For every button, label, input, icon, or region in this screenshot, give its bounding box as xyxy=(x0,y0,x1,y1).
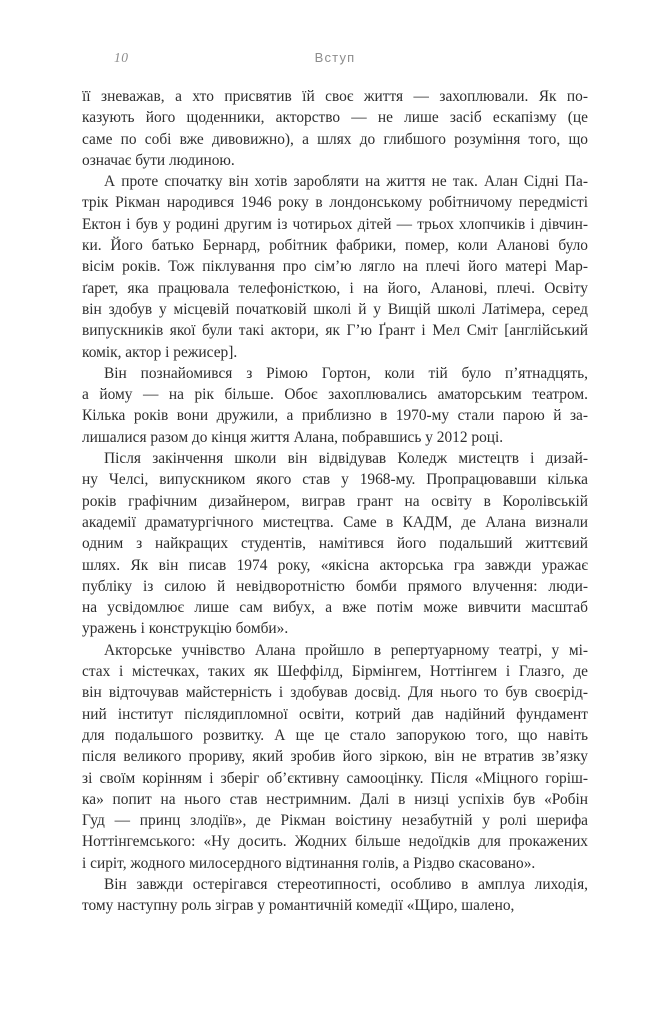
text-line: ки. Його батько Бернард, робітник фабрики, помер, коли Аланові було xyxy=(82,237,588,255)
text-line: ґарет, яка працювала телефоністкою, і на його, Аланові, плечі. Освіту xyxy=(82,279,588,297)
paragraph xyxy=(82,171,588,363)
text-line: лишалися разом до кінця життя Алана, побравшись у 2012 році. xyxy=(82,428,504,446)
text-line: публіку із силою й невідворотністю бомби прямого влучення: люди- xyxy=(82,577,588,595)
text-line: Гуд — принц злодіїв», де Рікман воістину незабутній у ролі шерифа xyxy=(82,812,588,830)
text-line: означає бути людиною. xyxy=(82,151,235,169)
text-line: комік, актор і режисер]. xyxy=(82,343,238,361)
running-head-title: Вступ xyxy=(314,50,356,65)
text-line: стах і містечках, таких як Шеффілд, Бірмінгем, Ноттінгем і Глазго, де xyxy=(82,663,588,681)
text-line: після великого прориву, який зробив його зіркою, він не втратив зв’язку xyxy=(82,748,588,766)
page-number: 10 xyxy=(114,50,129,65)
paragraph xyxy=(82,363,588,448)
text-line: і сиріт, жодного милосердного відтинання голів, а Різдво скасовано». xyxy=(82,854,536,872)
text-line: на усвідомлює лише сам вибух, а вже потім може вивчити масштаб xyxy=(82,599,588,617)
text-line: випускників якої були такі актори, як Г’ю Ґрант і Мел Сміт [англійський xyxy=(82,322,588,340)
text-line: Він завжди остерігався стереотипності, особливо в амплуа лиходія, xyxy=(104,875,588,893)
text-line: ний інститут післядипломної освіти, котрий дав надійний фундамент xyxy=(82,705,588,723)
text-line: вісім років. Тож піклування про сім’ю лягло на плечі його матері Мар- xyxy=(82,258,588,276)
text-line: Ноттінгемського: «Ну досить. Жодних більше недоїдків для прокажених xyxy=(82,833,588,851)
text-line: трік Рікман народився 1946 року в лондонському робітничому передмісті xyxy=(82,194,588,212)
text-line: шлях. Як він писав 1974 року, «якісна акторська гра завжди уражає xyxy=(82,556,588,574)
text-line: А проте спочатку він хотів заробляти на життя не так. Алан Сідні Па- xyxy=(104,173,588,191)
text-line: зі своїм корінням і зберіг об’єктивну самооцінку. Після «Міцного горіш- xyxy=(82,769,588,787)
text-line: Ектон і був у родині другим із чотирьох дітей — трьох хлопчиків і дівчин- xyxy=(82,215,588,233)
text-line: а йому — на рік більше. Обоє захоплювались аматорським театром. xyxy=(82,386,588,404)
text-line: уражень і конструкцію бомби». xyxy=(82,620,289,638)
text-line: ну Челсі, випускником якого став у 1968-му. Пропрацювавши кілька xyxy=(82,471,588,489)
text-line: казують його щоденники, акторство — не лише засіб ескапізму (це xyxy=(82,109,588,127)
text-line: одним з найкращих студентів, намітився його подальший життєвий xyxy=(82,535,588,553)
text-line: Акторське учнівство Алана пройшло в репертуарному театрі, у мі- xyxy=(104,641,588,659)
page-header xyxy=(82,50,588,68)
text-line: ка» попит на нього став нестримним. Далі в низці успіхів був «Робін xyxy=(82,790,588,808)
paragraph xyxy=(82,640,588,874)
text-line: років графічним дизайнером, виграв грант на освіту в Королівській xyxy=(82,492,588,510)
text-line: він відточував майстерність і здобував досвід. Для нього то був своєрід- xyxy=(82,684,588,702)
text-line: саме по собі вже дивовижно), а шлях до глибшого розуміння того, що xyxy=(82,130,588,148)
paragraph xyxy=(82,448,588,640)
body-text xyxy=(82,86,588,917)
paragraph xyxy=(82,86,588,171)
text-line: академії драматургічного мистецтва. Саме в КАДМ, де Алана визнали xyxy=(82,513,588,531)
paragraph xyxy=(82,874,588,917)
text-line: Він познайомився з Рімою Гортон, коли тій було п’ятнадцять, xyxy=(104,364,588,382)
text-line: він здобув у місцевій початковій школі й у Вищій школі Латімера, серед xyxy=(82,300,588,318)
text-line: тому наступну роль зіграв у романтичній комедії «Щиро, шалено, xyxy=(82,897,515,915)
text-line: Після закінчення школи він відвідував Коледж мистецтв і дизай- xyxy=(104,450,588,468)
text-line: для подальшого розвитку. А ще це стало запорукою того, що навіть xyxy=(82,726,588,744)
text-line: її зневажав, а хто присвятив їй своє життя — захоплювали. Як по- xyxy=(82,88,588,105)
text-line: Кілька років вони дружили, а приблизно в 1970-му стали парою й за- xyxy=(82,407,588,425)
